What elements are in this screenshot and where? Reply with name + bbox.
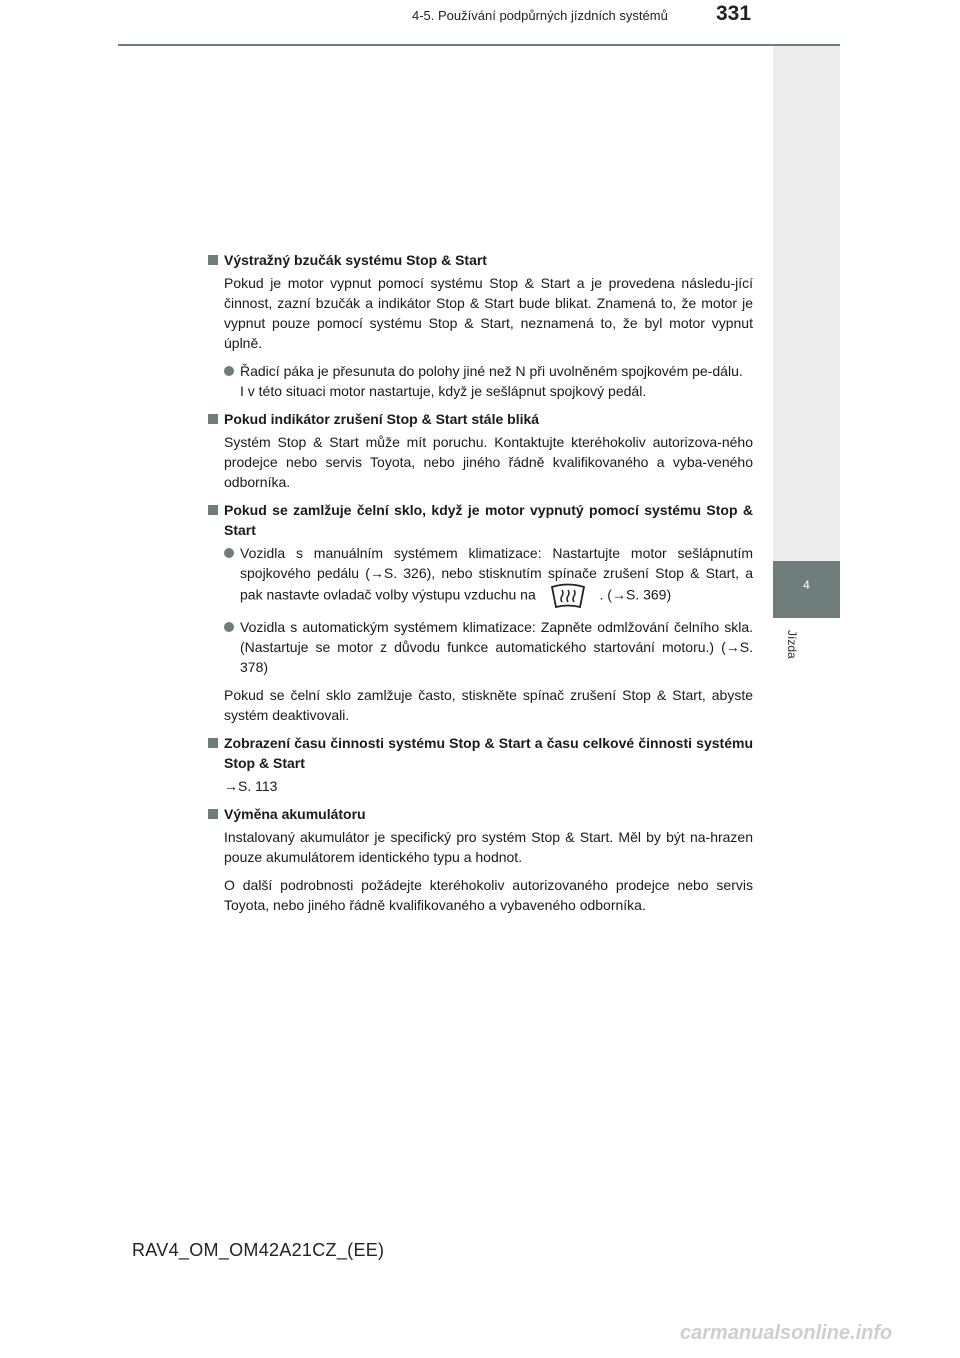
section-battery-replacement <box>208 804 753 915</box>
section-title: Výstražný bzučák systému Stop & Start <box>224 252 487 268</box>
square-bullet-icon <box>208 255 218 265</box>
list-item-reference: . (→S. 369) <box>599 586 672 603</box>
section-warning-buzzer <box>208 250 753 401</box>
section-title: Výměna akumulátoru <box>224 806 366 822</box>
square-bullet-icon <box>208 505 218 515</box>
section-operation-time-display <box>208 733 753 796</box>
list-item <box>224 617 753 677</box>
section-heading <box>208 804 753 824</box>
round-bullet-icon <box>224 548 234 558</box>
list-item-text: Řadicí páka je přesunuta do polohy jiné než N při uvolněném spojkovém pe-dálu. <box>240 363 743 379</box>
list-item-text: Vozidla s manuálním systémem klimatizace: Nastartujte motor sešlápnutím spojkového pedálu (→S. 326), nebo stisknutím spínače zrušení Stop & Start, a pak nastavte ovladač volby výstupu vzduchu na <box>240 545 753 603</box>
page-number: 331 <box>716 2 752 25</box>
list-item-text: Vozidla s automatickým systémem klimatizace: Zapněte odmlžování čelního skla. (Nastartuje se motor z důvodu funkce automatického startování motoru.) (→S. 378) <box>240 619 753 675</box>
section-windshield-fogging <box>208 500 753 725</box>
list-item-body <box>240 361 753 401</box>
chapter-label: Jízda <box>785 630 799 659</box>
header-section-title: 4-5. Používání podpůrných jízdních systémů <box>412 8 668 23</box>
list-item <box>224 361 753 401</box>
document-code: RAV4_OM_OM42A21CZ_(EE) <box>132 1240 385 1260</box>
paragraph: Pokud je motor vypnut pomocí systému Stop & Start a je provedena následu-jící činnost, zazní bzučák a indikátor Stop & Start bude blikat. Znamená to, že motor je vypnut pouze pomocí systému Stop & Start, neznamená to, že byl motor vypnut úplně. <box>224 275 753 351</box>
paragraph: Pokud se čelní sklo zamlžuje často, stiskněte spínač zrušení Stop & Start, abyste systém deaktivovali. <box>224 687 753 723</box>
list-item <box>224 543 753 609</box>
page-content <box>208 250 753 923</box>
section-heading <box>208 409 753 429</box>
section-heading <box>208 250 753 270</box>
watermark: carmanualsonline.info <box>680 1322 893 1344</box>
section-title: Zobrazení času činnosti systému Stop & Start a času celkové činnosti systému Stop & Start <box>224 735 753 771</box>
square-bullet-icon <box>208 738 218 748</box>
section-heading <box>208 733 753 773</box>
page-reference: →S. 113 <box>224 778 278 794</box>
list-item-note: I v této situaci motor nastartuje, když je sešlápnut spojkový pedál. <box>240 383 647 399</box>
chapter-number: 4 <box>803 578 810 592</box>
square-bullet-icon <box>208 414 218 424</box>
windshield-defog-icon <box>548 583 588 609</box>
paragraph: O další podrobnosti požádejte kteréhokoliv autorizovaného prodejce nebo servis Toyota, nebo jiného řádně kvalifikovaného a vybaveného odborníka. <box>224 877 753 913</box>
square-bullet-icon <box>208 809 218 819</box>
section-heading <box>208 500 753 540</box>
list-item-body <box>240 543 753 609</box>
paragraph: Instalovaný akumulátor je specifický pro systém Stop & Start. Měl by být na-hrazen pouze akumulátorem identického typu a hodnot. <box>224 829 753 865</box>
section-title: Pokud indikátor zrušení Stop & Start stále bliká <box>224 411 540 427</box>
paragraph: Systém Stop & Start může mít poruchu. Kontaktujte kteréhokoliv autorizova-ného prodejce nebo servis Toyota, nebo jiného řádně kvalifikovaného a vyba-veného odborníka. <box>224 434 753 490</box>
section-title: Pokud se zamlžuje čelní sklo, když je motor vypnutý pomocí systému Stop & Start <box>224 502 753 538</box>
header-divider <box>118 44 840 46</box>
side-tab-background <box>773 46 840 561</box>
round-bullet-icon <box>224 366 234 376</box>
round-bullet-icon <box>224 622 234 632</box>
section-indicator-blinking <box>208 409 753 492</box>
